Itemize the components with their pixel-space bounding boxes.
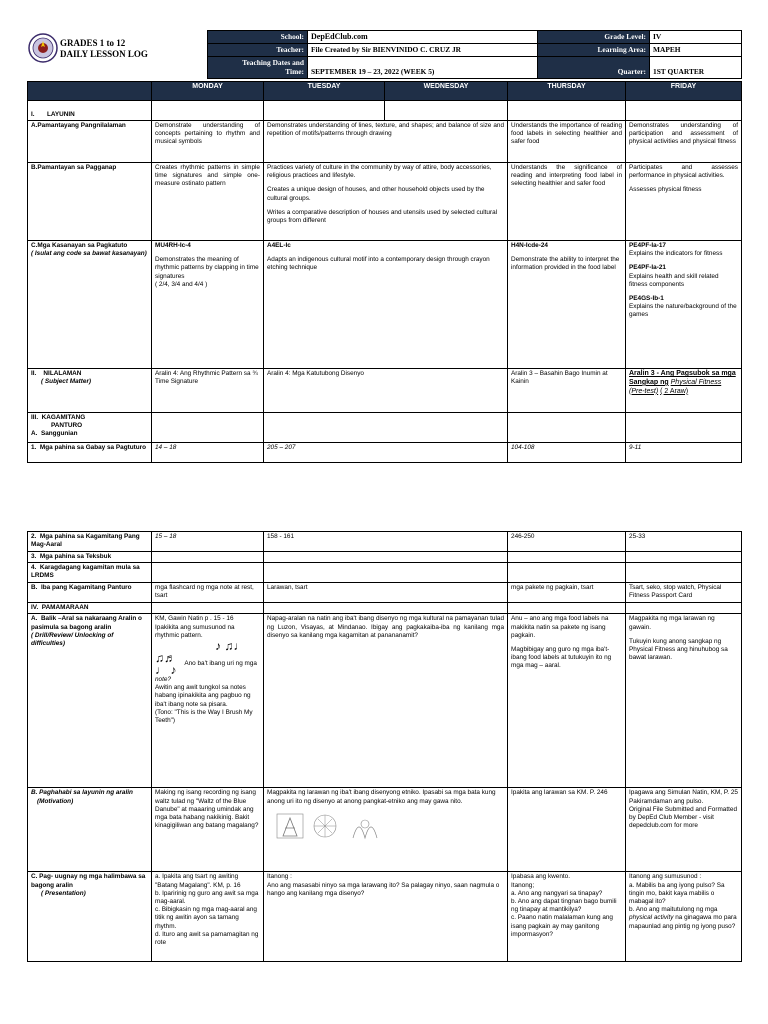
- cell: Aralin 3 - Ang Pagsubok sa mga Sangkap ng Physical Fitness (Pre-test) ( 2 Araw): [626, 369, 742, 413]
- cell: Creates rhythmic patterns in simple time signatures and simple one-measure ostinato pattern: [152, 163, 264, 241]
- row-label: A.Pamantayang Pangnilalaman: [28, 121, 152, 163]
- cell: Tsart, seko, stop watch, Physical Fitness Passport Card: [626, 583, 742, 603]
- table-row: [28, 552, 742, 563]
- cell: Larawan, tsart: [264, 583, 508, 603]
- cell: Understands the importance of reading food labels in selecting healthier and safer food: [508, 121, 626, 163]
- cell: Making ng isang recording ng isang waltz tulad ng "Waltz of the Blue Danube" at maaaring umindak ang mga bata habang nakikinig. Bakit kinagigiliwan ang batang magalang?: [152, 788, 264, 872]
- row-label: 4. Karagdagang kagamitan mula sa LRDMS: [28, 563, 152, 583]
- school-label: School:: [208, 31, 308, 44]
- table-row: [28, 413, 742, 443]
- quarter-value: 1ST QUARTER: [650, 56, 742, 78]
- table-row: [28, 614, 742, 788]
- cell: A4EL-Ic Adapts an indigenous cultural motif into a contemporary design through crayon etching technique: [264, 241, 508, 369]
- row-label: A. Balik –Aral sa nakaraang Aralin o pasimula sa bagong aralin ( Drill/Review/ Unlocking of difficulties): [28, 614, 152, 788]
- row-label: 3. Mga pahina sa Teksbuk: [28, 552, 152, 563]
- cell: 158 - 161: [264, 532, 508, 552]
- table-row: [28, 101, 742, 121]
- table-row: [28, 563, 742, 583]
- table-row: [28, 788, 742, 872]
- cell: Demonstrate understanding of concepts pertaining to rhythm and musical symbols: [152, 121, 264, 163]
- cell: Demonstrates understanding of participation and assessment of physical activities and physical fitness: [626, 121, 742, 163]
- document-title: GRADES 1 to 12 DAILY LESSON LOG: [60, 38, 148, 59]
- cell: 9-11: [626, 443, 742, 463]
- cell: H4N-Icde-24 Demonstrate the ability to interpret the information provided in the food label: [508, 241, 626, 369]
- teacher-value: File Created by Sir BIENVINIDO C. CRUZ JR: [308, 44, 538, 56]
- cell: Participates and assesses performance in physical activities. Assesses physical fitness: [626, 163, 742, 241]
- cell: Ipakita ang larawan sa KM. P. 246: [508, 788, 626, 872]
- cell: 205 – 207: [264, 443, 508, 463]
- section-pamamaraan: IV. PAMAMARAAN: [28, 603, 152, 614]
- learning-area-label: Learning Area:: [538, 44, 650, 56]
- row-label: C.Mga Kasanayan sa Pagkatuto ( Isulat ang code sa bawat kasanayan): [28, 241, 152, 369]
- music-notes-icon: ♫♬ ♩ ♪: [155, 650, 177, 677]
- cell: Ipagawa ang Simulan Natin, KM, P. 25 Pakiramdaman ang pulso. Original File Submitted and Formatted by DepEd Club Member - visit depedclub.com for more: [626, 788, 742, 872]
- grade-level-value: IV: [650, 31, 742, 44]
- cell: Ipabasa ang kwento. Itanong; a. Ano ang nangyari sa tinapay? b. Ano ang dapat tingnan bago bumili ng tinapay at mantikilya? c. Paano natin malalaman kung ang isang pagkain ay may ganitong impormasyon?: [508, 872, 626, 962]
- row-label: B.Pamantayan sa Pagganap: [28, 163, 152, 241]
- lesson-log-table-page1: [27, 81, 742, 463]
- cell: a. Ipakita ang tsart ng awiting "Batang Magalang". KM, p. 16 b. Iparirinig ng guro ang awit sa mga mag-aaral. c. Bibigkasin ng mga mag-aaral ang titik ng awitin ayon sa tamang rhythm. d. Ituro ang awit sa pamamagitan ng rote: [152, 872, 264, 962]
- cell: 25-33: [626, 532, 742, 552]
- cell: 104-108: [508, 443, 626, 463]
- cell: mga flashcard ng mga note at rest, tsart: [152, 583, 264, 603]
- cell: Understands the significance of reading and interpreting food label in selecting healthier and safer food: [508, 163, 626, 241]
- cell: MU4RH-Ic-4 Demonstrates the meaning of rhythmic patterns by clapping in time signatures ( 2/4, 3/4 and 4/4 ): [152, 241, 264, 369]
- day-friday: FRIDAY: [626, 82, 742, 101]
- table-row: [28, 443, 742, 463]
- cell: Itanong : Ano ang masasabi ninyo sa mga larawang ito? Sa palagay ninyo, saan nagmula o hango ang kanilang mga disenyo?: [264, 872, 508, 962]
- cell: 15 – 18: [152, 532, 264, 552]
- day-monday: MONDAY: [152, 82, 264, 101]
- cell: PE4PF-Ia-17 Explains the indicators for fitness PE4PF-Ia-21 Explains health and skill related fitness components PE4GS-Ib-1 Explains the nature/background of the games: [626, 241, 742, 369]
- row-label: B. Iba pang Kagamitang Panturo: [28, 583, 152, 603]
- school-value: DepEdClub.com: [308, 31, 538, 44]
- cell: 246-250: [508, 532, 626, 552]
- table-row: [28, 163, 742, 241]
- cell: Demonstrates understanding of lines, texture, and shapes; and balance of size and repetition of motifs/patterns through drawing: [264, 121, 508, 163]
- day-wednesday: WEDNESDAY: [385, 82, 508, 101]
- cell: Aralin 4: Mga Katutubong Disenyo: [264, 369, 508, 413]
- cell: 14 – 18: [152, 443, 264, 463]
- day-header-row: [28, 82, 742, 101]
- section-layunin: I. LAYUNIN: [28, 101, 152, 121]
- lesson-log-table-page2: [27, 531, 742, 962]
- grade-level-label: Grade Level:: [538, 31, 650, 44]
- cell: Aralin 4: Ang Rhythmic Pattern sa ¾ Time Signature: [152, 369, 264, 413]
- table-row: [28, 583, 742, 603]
- cell: Napag-aralan na natin ang iba't ibang disenyo ng mga kultural na pamayanan tulad ng Luzon, Visayas, at Mindanao. Ibigay ang pagkakaiba-iba ng kanilang mga disenyo sa kanilang mga kagamitan at panananamit?: [264, 614, 508, 788]
- row-label: III. KAGAMITANG PANTURO A. Sanggunian: [28, 413, 152, 443]
- table-row: [28, 532, 742, 552]
- ethnic-design-icon: [267, 806, 504, 849]
- table-row: [28, 872, 742, 962]
- teaching-dates-value: SEPTEMBER 19 – 23, 2022 (WEEK 5): [308, 56, 538, 78]
- learning-area-value: MAPEH: [650, 44, 742, 56]
- cell: Magpakita ng larawan ng iba't ibang disenyong etniko. Ipasabi sa mga bata kung anong uri ito ng disenyo at anong pangkat-etniko ang may gawa nito.: [264, 788, 508, 872]
- table-row: [28, 369, 742, 413]
- quarter-label: Quarter:: [538, 56, 650, 78]
- table-row: [28, 603, 742, 614]
- header-info-table: [207, 30, 742, 79]
- cell: KM, Gawin Natin p . 15 - 16 Ipakikita ang sumusunod na rhythmic pattern. ♪ ♫♩ ♫♬ ♩ ♪ Ano ba't ibang uri ng mga note? Awitin ang awit tungkol sa notes habang ipinakikita ang pagbuo ng iba't ibang note sa pisara. (Tono: "This is the Way I Brush My Teeth"): [152, 614, 264, 788]
- day-tuesday: TUESDAY: [264, 82, 385, 101]
- teaching-dates-label: Teaching Dates and Time:: [208, 56, 308, 78]
- row-label: II. NILALAMAN ( Subject Matter): [28, 369, 152, 413]
- music-notes-icon: ♪ ♫♩: [215, 638, 246, 653]
- deped-seal-icon: [28, 33, 58, 63]
- day-thursday: THURSDAY: [508, 82, 626, 101]
- row-label: 2. Mga pahina sa Kagamitang Pang Mag-Aaral: [28, 532, 152, 552]
- cell: Itanong ang sumusunod : a. Mabilis ba ang iyong pulso? Sa tingin mo, bakit kaya mabilis o mabagal ito? b. Ano ang maitutulong ng mga physical activity na ginagawa mo para mapaunlad ang pintig ng iyong puso?: [626, 872, 742, 962]
- table-row: [28, 241, 742, 369]
- cell: mga pakete ng pagkain, tsart: [508, 583, 626, 603]
- cell: Anu – ano ang mga food labels na makikita natin sa pakete ng isang pagkain. Magbibigay ang guro ng mga iba't-ibang food labels at tutukuyin ito ng mga mag – aaral.: [508, 614, 626, 788]
- cell: Practices variety of culture in the community by way of attire, body accessories, religious practices and lifestyle. Creates a unique design of houses, and other household objects used by the cultural groups. Writes a comparative description of houses and utensils used by selected cultural groups from different: [264, 163, 508, 241]
- cell: Aralin 3 – Basahin Bago Inumin at Kainin: [508, 369, 626, 413]
- row-label: B. Paghahabi sa layunin ng aralin (Motivation): [28, 788, 152, 872]
- table-row: [28, 121, 742, 163]
- cell: Magpakita ng mga larawan ng gawain. Tukuyin kung anong sangkap ng Physical Fitness ang hinuhubog sa bawat larawan.: [626, 614, 742, 788]
- row-label: 1. Mga pahina sa Gabay sa Pagtuturo: [28, 443, 152, 463]
- row-label: C. Pag- uugnay ng mga halimbawa sa bagong aralin ( Presentation): [28, 872, 152, 962]
- teacher-label: Teacher:: [208, 44, 308, 56]
